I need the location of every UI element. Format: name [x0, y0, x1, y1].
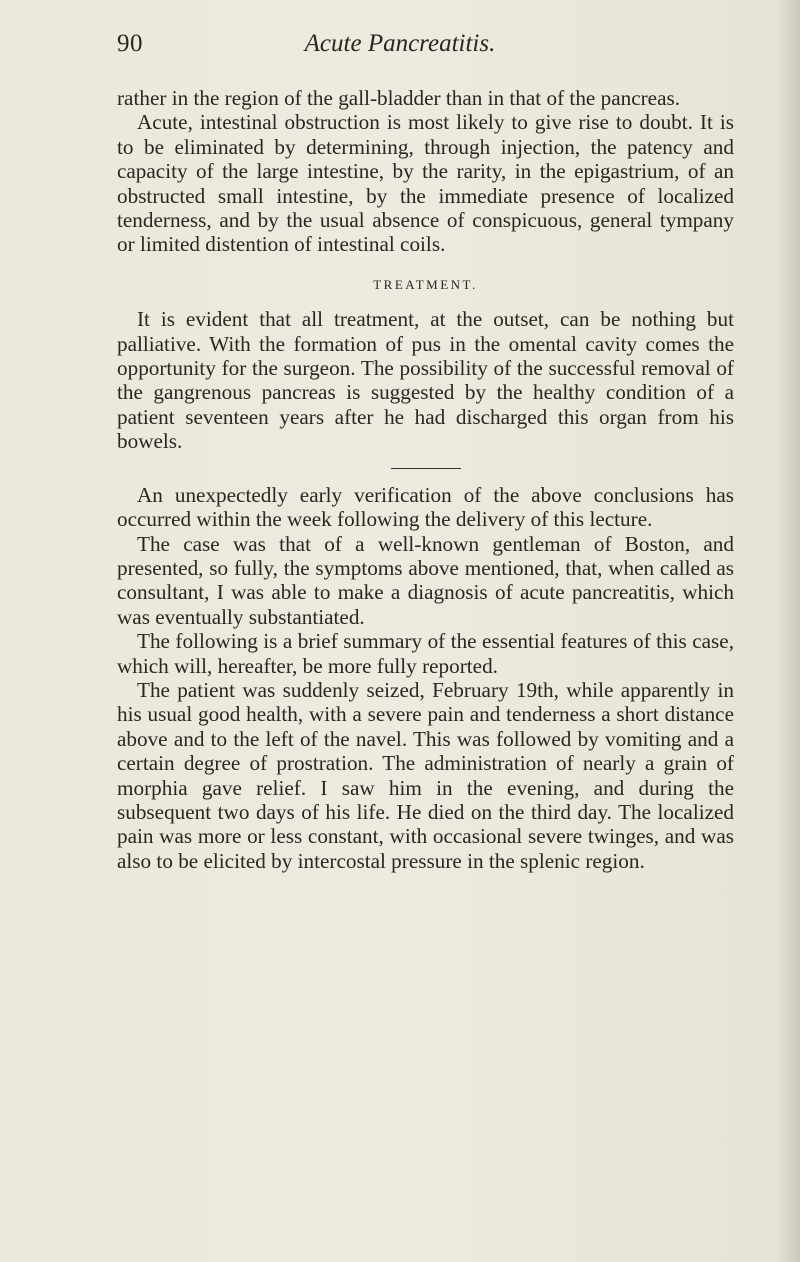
- paragraph: rather in the region of the gall-bladder than in that of the pancreas.: [117, 86, 681, 110]
- paragraph: The patient was suddenly seized, February 19th, while apparently in his usual good health, with a severe pain and tenderness a short distance above and to the left of the navel. This was followed by vomiting and a certain degree of prostration. The administration of nearly a grain of morphia gave relief. I saw him in the evening, and during the subsequent two days of his life. He died on the third day. The localized pain was more or less constant, with occasional severe twinges, and was also to be elicited by intercostal pressure in the splenic region.: [117, 677, 734, 873]
- section-heading: TREATMENT.: [373, 276, 478, 292]
- page-edge-shadow: [776, 0, 800, 1262]
- paragraph: It is evident that all treatment, at the outset, can be nothing but palliative. With the formation of pus in the omental cavity comes the opportunity for the surgeon. The possibility of the successful removal of the gangrenous pancreas is suggested by the healthy condition of a patient seventeen years after he had discharged this organ from his bowels.: [117, 307, 734, 454]
- divider: [391, 468, 461, 469]
- paragraph: Acute, intestinal obstruction is most likely to give rise to doubt. It is to be eliminated by determining, through injection, the patency and capacity of the large intestine, by the rarity, in the epigastrium, of an obstructed small intestine, by the immediate presence of localized tenderness, and by the usual absence of conspicuous, general tympany or limited distention of intestinal coils.: [117, 110, 734, 257]
- paragraph: An unexpectedly early verification of the above conclusions has occurred within the week following the delivery of this lecture.: [117, 482, 734, 532]
- body-text: [117, 86, 734, 873]
- paragraph: The following is a brief summary of the essential features of this case, which will, hereafter, be more fully reported.: [117, 629, 734, 678]
- paragraph: The case was that of a well-known gentleman of Boston, and presented, so fully, the symptoms above mentioned, that, when called as consultant, I was able to make a diagnosis of acute pancreatitis, which was eventually substantiated.: [117, 531, 734, 629]
- running-title: Acute Pancreatitis.: [304, 30, 496, 57]
- page-number: 90: [117, 30, 143, 57]
- page-header: [0, 30, 800, 64]
